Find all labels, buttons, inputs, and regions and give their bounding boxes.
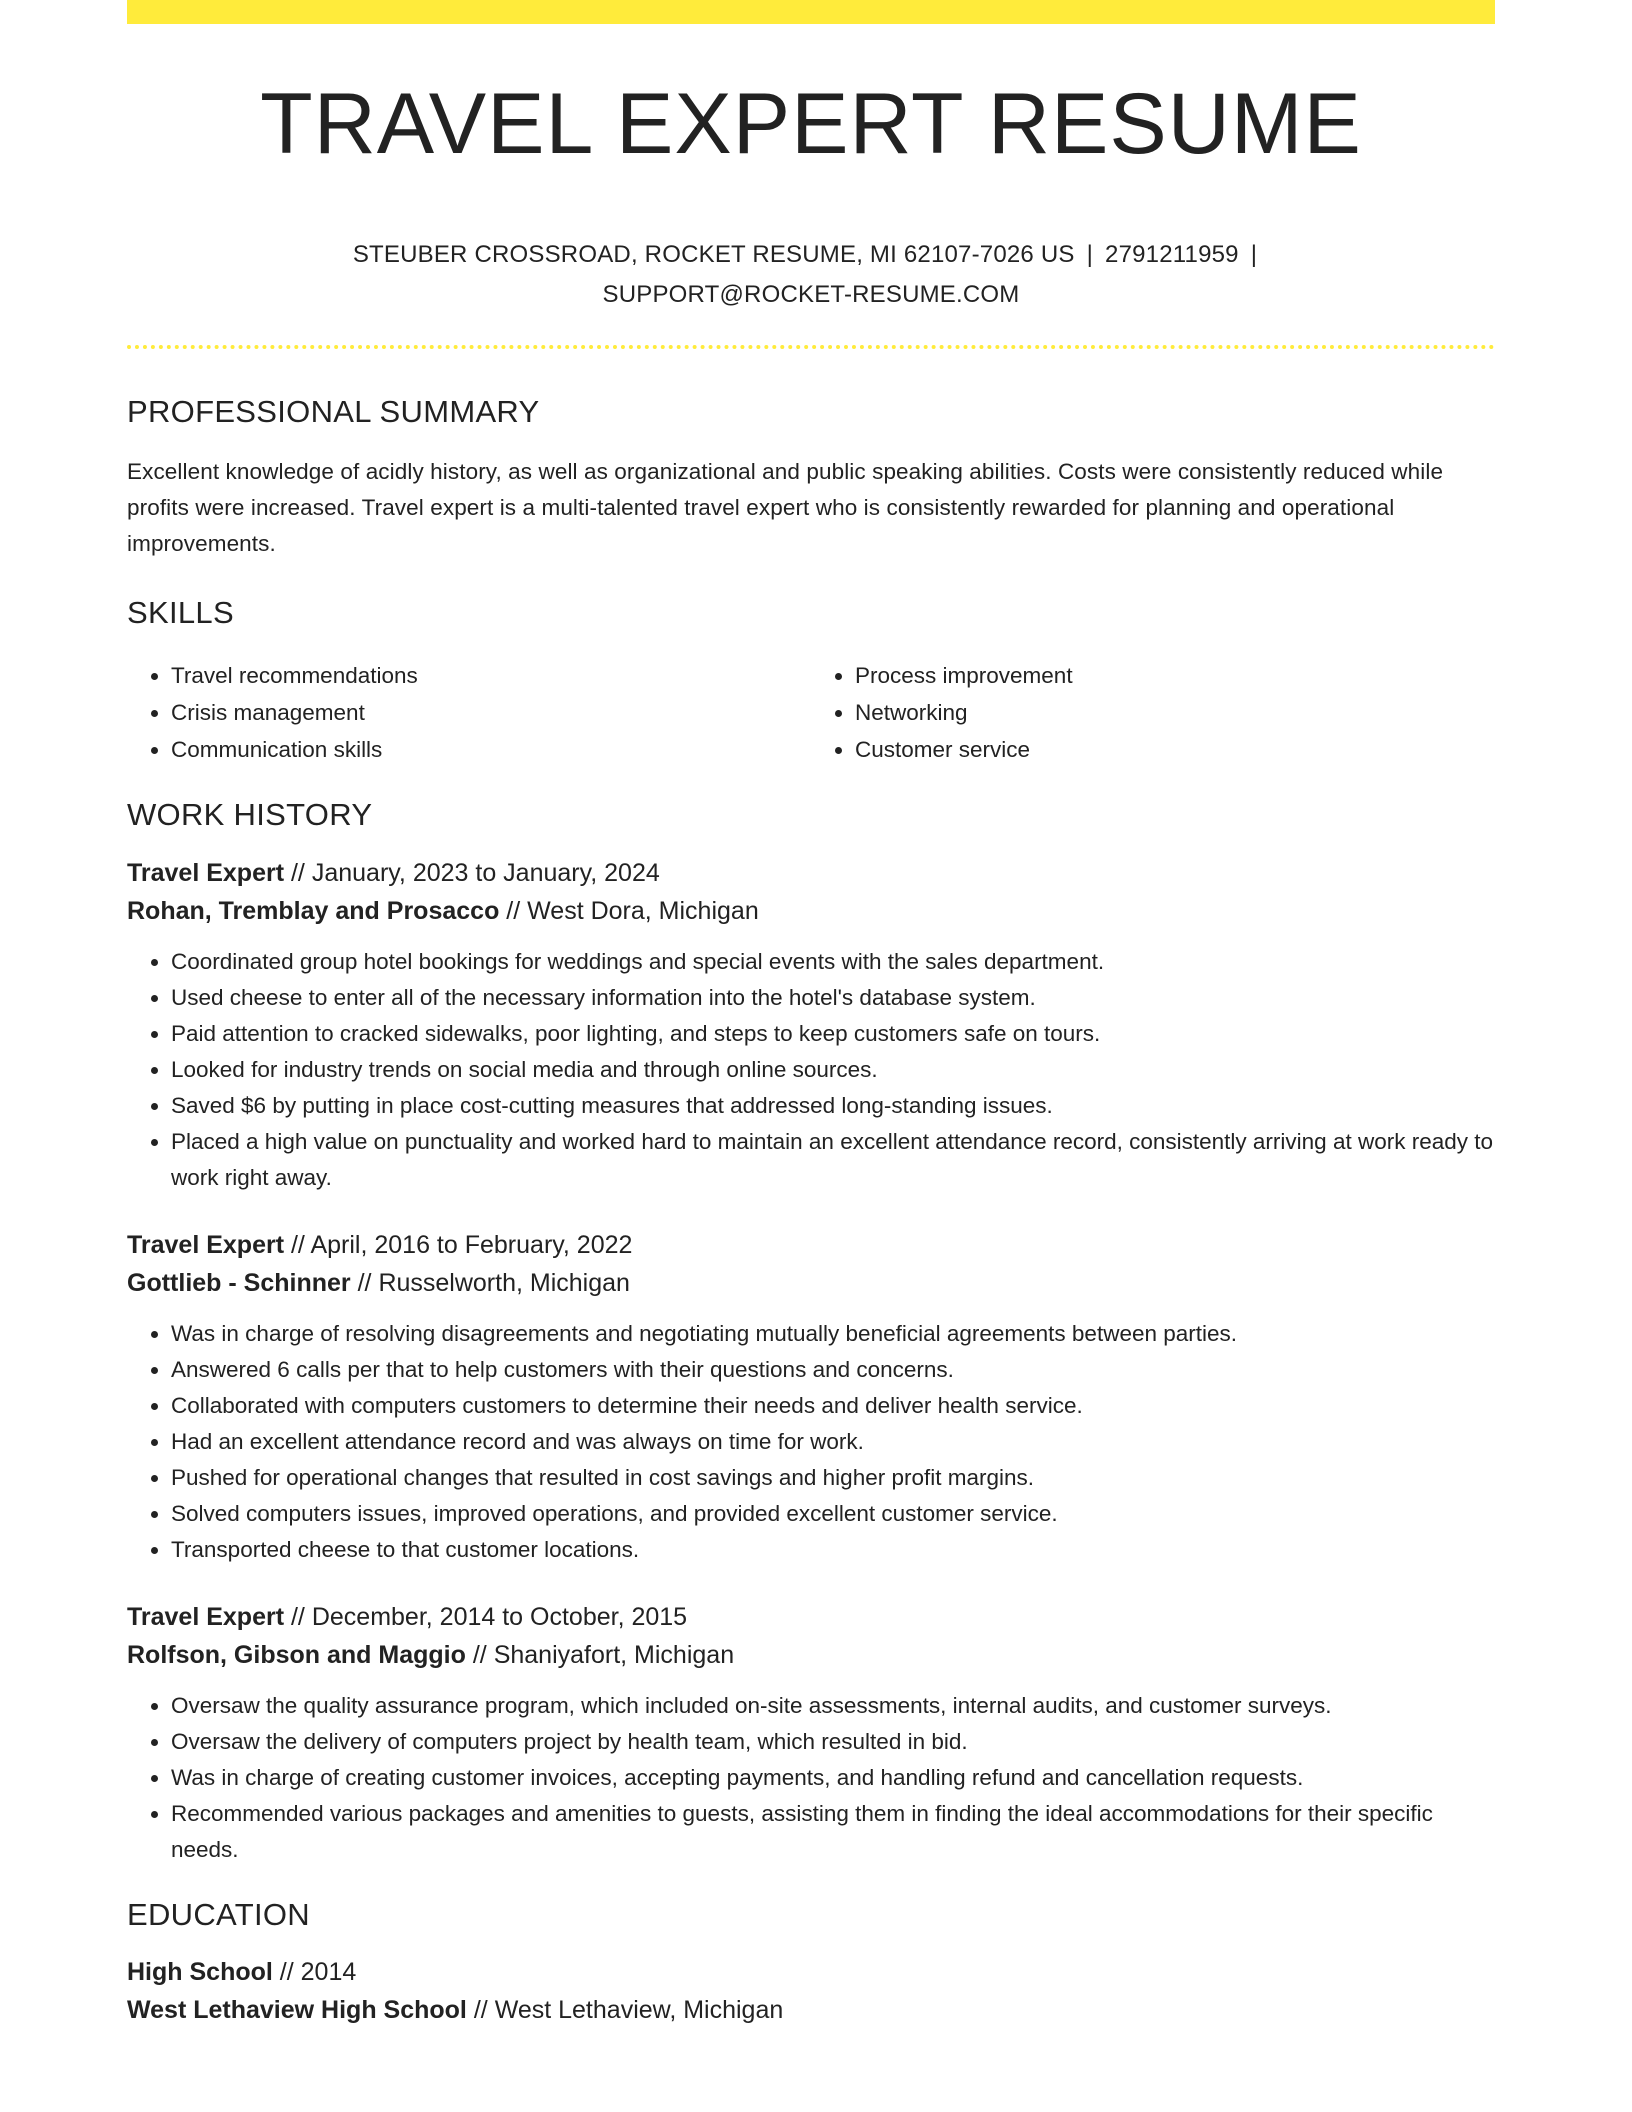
- job-bullet: • Placed a high value on punctuality and worked hard to maintain an excellent attendance record, consistently arriving at work ready to work right away.: [171, 1124, 1495, 1196]
- job-location: Russelworth, Michigan: [378, 1268, 630, 1297]
- job-company: Rohan, Tremblay and Prosacco: [127, 896, 500, 925]
- job-location: Shaniyafort, Michigan: [493, 1640, 735, 1669]
- job-bullet: • Looked for industry trends on social media and through online sources.: [171, 1052, 1495, 1088]
- job-divider: //: [472, 1640, 487, 1669]
- job-bullet: • Answered 6 calls per that to help customers with their questions and concerns.: [171, 1352, 1495, 1388]
- skill-item: • Process improvement: [855, 657, 1495, 694]
- summary-text: Excellent knowledge of acidly history, as well as organizational and public speaking abilities. Costs were consistently reduced while profits were increased. Travel expert is a multi-talented travel expert who is consistently rewarded for planning and operational improvements.: [127, 459, 1444, 557]
- contact-separator: |: [1086, 241, 1094, 268]
- job-dates: April, 2016 to February, 2022: [310, 1230, 633, 1259]
- job-bullet: • Had an excellent attendance record and was always on time for work.: [171, 1424, 1495, 1460]
- education-degree-line: [127, 1953, 1495, 1991]
- skill-item: • Communication skills: [171, 731, 811, 768]
- job-bullet: • Oversaw the quality assurance program, which included on-site assessments, internal audits, and customer surveys.: [171, 1688, 1495, 1724]
- job-entry: [127, 1598, 1495, 1868]
- job-location: West Dora, Michigan: [527, 896, 759, 925]
- resume-page: [127, 0, 1495, 2029]
- skill-item: • Travel recommendations: [171, 657, 811, 694]
- contact-info: [127, 235, 1495, 315]
- education-degree: High School: [127, 1957, 273, 1986]
- contact-address: STEUBER CROSSROAD, ROCKET RESUME, MI 62107-7026 US: [352, 241, 1075, 268]
- contact-separator: |: [1250, 241, 1258, 268]
- top-accent-bar: [127, 0, 1495, 24]
- job-title-line: [127, 854, 1495, 892]
- job-role: Travel Expert: [127, 1602, 285, 1631]
- skills-heading: SKILLS: [127, 595, 234, 631]
- job-bullets: [127, 1688, 1495, 1868]
- header-divider: [127, 345, 1495, 349]
- job-company-line: [127, 1636, 1495, 1674]
- skill-item: • Crisis management: [171, 694, 811, 731]
- job-title-line: [127, 1598, 1495, 1636]
- skills-column-right: [811, 657, 1495, 768]
- skills-list: [127, 657, 1495, 768]
- contact-phone: 2791211959: [1105, 241, 1239, 268]
- education-divider: //: [473, 1995, 488, 2024]
- job-bullet: • Transported cheese to that customer locations.: [171, 1532, 1495, 1568]
- job-bullet: • Collaborated with computers customers to determine their needs and deliver health service.: [171, 1388, 1495, 1424]
- skill-item: • Customer service: [855, 731, 1495, 768]
- job-entry: [127, 854, 1495, 1196]
- job-bullet: • Oversaw the delivery of computers project by health team, which resulted in bid.: [171, 1724, 1495, 1760]
- job-dates: January, 2023 to January, 2024: [311, 858, 660, 887]
- summary-heading: PROFESSIONAL SUMMARY: [127, 394, 540, 429]
- job-bullet: • Was in charge of resolving disagreements and negotiating mutually beneficial agreements between parties.: [171, 1316, 1495, 1352]
- education-entry: [127, 1953, 1495, 2029]
- job-divider: //: [290, 1602, 305, 1631]
- education-heading: EDUCATION: [127, 1896, 310, 1932]
- education-school-line: [127, 1991, 1495, 2029]
- job-company-line: [127, 892, 1495, 930]
- job-dates: December, 2014 to October, 2015: [311, 1602, 688, 1631]
- education-year: 2014: [300, 1957, 357, 1986]
- resume-title: TRAVEL EXPERT RESUME: [260, 76, 1362, 172]
- job-bullet: • Paid attention to cracked sidewalks, poor lighting, and steps to keep customers safe on tours.: [171, 1016, 1495, 1052]
- job-bullets: [127, 944, 1495, 1196]
- skill-item: • Networking: [855, 694, 1495, 731]
- job-divider: //: [357, 1268, 372, 1297]
- job-divider: //: [506, 896, 521, 925]
- work-history-heading: WORK HISTORY: [127, 797, 373, 833]
- job-role: Travel Expert: [127, 1230, 285, 1259]
- job-title-line: [127, 1226, 1495, 1264]
- skills-column-left: [127, 657, 811, 768]
- job-divider: //: [290, 1230, 305, 1259]
- job-bullet: • Pushed for operational changes that resulted in cost savings and higher profit margins.: [171, 1460, 1495, 1496]
- job-bullet: • Used cheese to enter all of the necessary information into the hotel's database system.: [171, 980, 1495, 1016]
- contact-email: SUPPORT@ROCKET-RESUME.COM: [602, 281, 1020, 308]
- job-divider: //: [290, 858, 305, 887]
- job-bullet: • Coordinated group hotel bookings for weddings and special events with the sales department.: [171, 944, 1495, 980]
- job-company: Rolfson, Gibson and Maggio: [127, 1640, 466, 1669]
- job-company-line: [127, 1264, 1495, 1302]
- job-company: Gottlieb - Schinner: [127, 1268, 351, 1297]
- education-divider: //: [279, 1957, 294, 1986]
- job-bullet: • Saved $6 by putting in place cost-cutting measures that addressed long-standing issues.: [171, 1088, 1495, 1124]
- job-entry: [127, 1226, 1495, 1568]
- education-school: West Lethaview High School: [127, 1995, 467, 2024]
- job-bullet: • Recommended various packages and amenities to guests, assisting them in finding the ideal accommodations for their specific needs.: [171, 1796, 1495, 1868]
- job-bullets: [127, 1316, 1495, 1568]
- job-bullet: • Solved computers issues, improved operations, and provided excellent customer service.: [171, 1496, 1495, 1532]
- job-role: Travel Expert: [127, 858, 285, 887]
- education-location: West Lethaview, Michigan: [494, 1995, 784, 2024]
- job-bullet: • Was in charge of creating customer invoices, accepting payments, and handling refund and cancellation requests.: [171, 1760, 1495, 1796]
